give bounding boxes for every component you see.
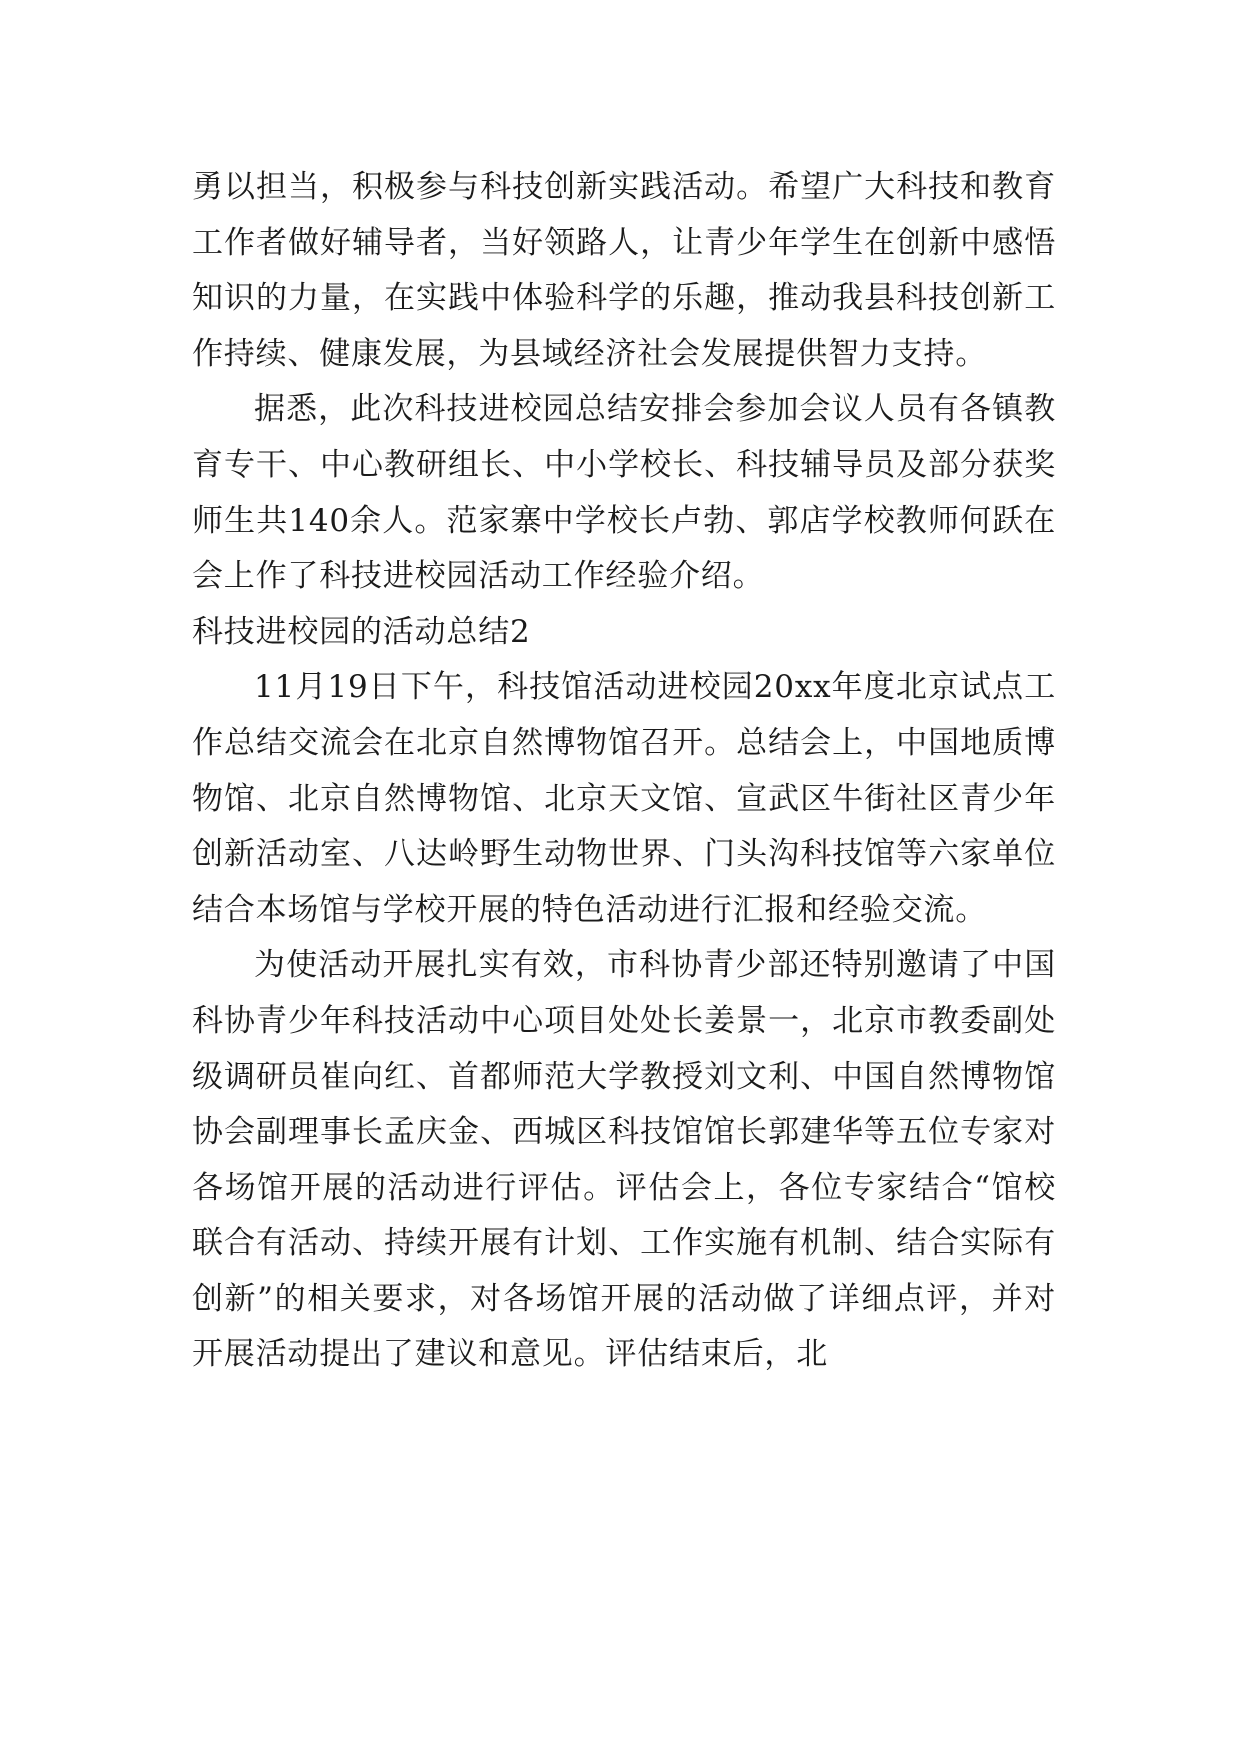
section-heading: 科技进校园的活动总结2: [192, 613, 531, 650]
paragraph-summary-meeting: 11月19日下午，科技馆活动进校园20xx年度北京试点工作总结交流会在北京自然博物馆召开。总结会上，中国地质博物馆、北京自然博物馆、北京天文馆、宣武区牛街社区青少年创新活动室、八达岭野生动物世界、门头沟科技馆等六家单位结合本场馆与学校开展的特色活动进行汇报和经验交流。: [192, 669, 1056, 928]
document-body: [192, 160, 1056, 1383]
paragraph-meeting-attendees: 据悉，此次科技进校园总结安排会参加会议人员有各镇教育专干、中心教研组长、中小学校长、科技辅导员及部分获奖师生共140余人。范家寨中学校长卢勃、郭店学校教师何跃在会上作了科技进校园活动工作经验介绍。: [192, 391, 1056, 595]
paragraph-expert-evaluation: 为使活动开展扎实有效，市科协青少部还特别邀请了中国科协青少年科技活动中心项目处处长姜景一，北京市教委副处级调研员崔向红、首都师范大学教授刘文利、中国自然博物馆协会副理事长孟庆金、西城区科技馆馆长郭建华等五位专家对各场馆开展的活动进行评估。评估会上，各位专家结合“馆校联合有活动、持续开展有计划、工作实施有机制、结合实际有创新”的相关要求，对各场馆开展的活动做了详细点评，并对开展活动提出了建议和意见。评估结束后，北: [192, 947, 1056, 1373]
paragraph-continuation: 勇以担当，积极参与科技创新实践活动。希望广大科技和教育工作者做好辅导者，当好领路人，让青少年学生在创新中感悟知识的力量，在实践中体验科学的乐趣，推动我县科技创新工作持续、健康发展，为县域经济社会发展提供智力支持。: [192, 169, 1056, 372]
